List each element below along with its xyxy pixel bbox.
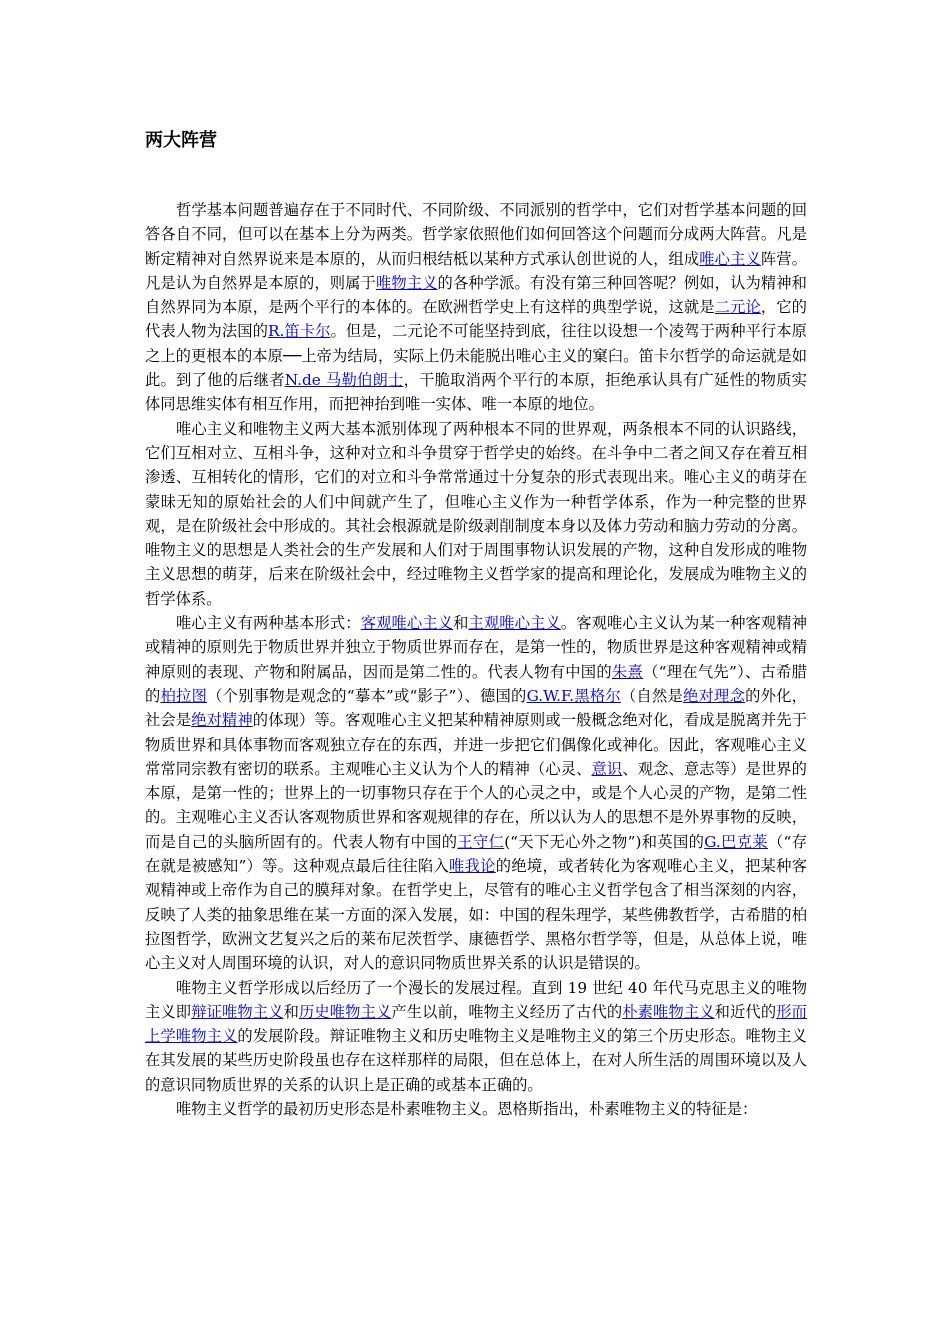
term-link[interactable]: N.de 马勒伯朗士 — [284, 371, 404, 390]
term-link[interactable]: R.笛卡尔 — [267, 322, 331, 341]
term-link[interactable]: 王守仁 — [457, 832, 505, 851]
paragraph-text: 产生以前，唯物主义经历了古代的 — [391, 1002, 623, 1021]
paragraph-text: ，干脆取消两个平行的本原，拒绝承认具有广延性的物质实体同思维实体有相互作用，而把神抬到唯一实体、唯一本原的地位。 — [145, 371, 807, 414]
paragraph-text: （“存在就是被感知”）等。这种观点最后往往陷入 — [145, 832, 807, 876]
paragraph-text: 的发展阶段。辩证唯物主义和历史唯物主义是唯物主义的第三个历史形态。唯物主义在其发展的某些历史阶段虽也存在这样那样的局限，但在总体上，在对人所生活的周围环境以及人的意识同物质世界的关系的认识上是正确的或基本正确的。 — [145, 1027, 807, 1094]
term-link[interactable]: 绝对理念 — [683, 686, 746, 705]
paragraph-text: （“理在气先”）、古希腊的 — [145, 662, 807, 705]
paragraph-text: 哲学基本问题普遍存在于不同时代、不同阶级、不同派别的哲学中，它们对哲学基本问题的回答各自不同，但可以在基本上分为两类。哲学家依照他们如何回答这个问题而分成两大阵营。凡是断定精神对自然界说来是本原的，从而归根结柢以某种方式承认创世说的人，组成 — [145, 201, 807, 268]
term-link[interactable]: 辩证唯物主义 — [191, 1002, 284, 1021]
term-link[interactable]: 唯物主义 — [375, 273, 438, 292]
paragraph-text: 唯心主义和唯物主义两大基本派别体现了两种根本不同的世界观，两条根本不同的认识路线，它们互相对立、互相斗争，这种对立和斗争贯穿于哲学史的始终。在斗争中二者之间又存在着互相渗透、互相转化的情形，它们的对立和斗争常常通过十分复杂的形式表现出来。唯心主义的萌芽在蒙昧无知的原始社会的人们中间就产生了，但唯心主义作为一种哲学体系，作为一种完整的世界观，是在阶级社会中形成的。其社会根源就是阶级剥削制度本身以及体力劳动和脑力劳动的分离。唯物主义的思想是人类社会的生产发展和人们对于周围事物认识发展的产物，这种自发形成的唯物主义思想的萌芽，后来在阶级社会中，经过唯物主义哲学家的提高和理论化，发展成为唯物主义的哲学体系。 — [145, 419, 807, 608]
term-link[interactable]: 朴素唯物主义 — [622, 1002, 715, 1021]
term-link[interactable]: 客观唯心主义 — [360, 614, 454, 633]
paragraph-text: （自然是 — [620, 686, 683, 705]
paragraph-text: 唯物主义哲学的最初历史形态是朴素唯物主义。恩格斯指出，朴素唯物主义的特征是： — [176, 1099, 758, 1118]
paragraph-text: 阵营。凡是认为自然界是本原的，则属于 — [145, 249, 807, 292]
paragraph-text: 的外化，社会是 — [145, 686, 807, 730]
paragraph-text: （个别事物是观念的“摹本”或“影子”）、德国的 — [207, 686, 527, 705]
paragraph-text: 和近代的 — [714, 1002, 777, 1021]
paragraph-text: 的体现）等。客观唯心主义把某种精神原则或一般概念绝对化，看成是脱离并先于物质世界和具体事物而客观独立存在的东西，并进一步把它们偶像化或神化。因此，客观唯心主义常常同宗教有密切的联系。主观唯心主义认为个人的精神（心灵、 — [145, 711, 807, 778]
paragraph — [145, 1097, 807, 1121]
paragraph-text: 唯物主义哲学形成以后经历了一个漫长的发展过程。直到 19 世纪 40 年代马克思主义的唯物主义即 — [145, 978, 807, 1021]
page-title: 两大阵营 — [145, 130, 217, 151]
term-link[interactable]: G.巴克莱 — [704, 832, 768, 851]
paragraph-text: 唯心主义有两种基本形式： — [176, 614, 361, 633]
term-link[interactable]: 唯我论 — [449, 857, 496, 876]
paragraph — [145, 611, 807, 975]
paragraph-text: 。客观唯心主义认为某一种客观精神或精神的原则先于物质世界并独立于物质世界而存在，是第一性的，物质世界是这种客观精神或精神原则的表现、产物和附属品，因而是第二性的。代表人物有中国的 — [145, 614, 807, 681]
paragraph — [145, 417, 807, 611]
paragraph-text: 、观念、意志等）是世界的本原，是第一性的；世界上的一切事物只存在于个人的心灵之中，或是个人心灵的产物，是第二性的。主观唯心主义否认客观物质世界和客观规律的存在，所以认为人的思想不是外界事物的反映，而是自己的头脑所固有的。代表人物有中国的 — [145, 759, 807, 851]
paragraph-text: ，它的代表人物为法国的 — [145, 298, 807, 341]
term-link[interactable]: 二元论 — [714, 298, 761, 317]
paragraph-text: 的各种学派。有没有第三种回答呢？例如，认为精神和自然界同为本原，是两个平行的本体的。在欧洲哲学史上有这样的典型学说，这就是 — [145, 273, 807, 317]
term-link[interactable]: 柏拉图 — [160, 686, 208, 705]
paragraph-text: 和 — [283, 1002, 299, 1021]
paragraph — [145, 976, 807, 1097]
paragraph-text: 的绝境，或者转化为客观唯心主义，把某种客观精神或上帝作为自己的膜拜对象。在哲学史上，尽管有的唯心主义哲学包含了相当深刻的内容，反映了人类的抽象思维在某一方面的深入发展，如：中国的程朱理学，某些佛教哲学，古希腊的柏拉图哲学，欧洲文艺复兴之后的莱布尼茨哲学、康德哲学、黑格尔哲学等，但是，从总体上说，唯心主义对人周围环境的认识，对人的意识同物质世界关系的认识是错误的。 — [145, 857, 807, 973]
term-link[interactable]: 唯心主义 — [699, 249, 761, 268]
paragraph-text: 和 — [453, 614, 469, 633]
paragraph — [145, 198, 807, 417]
term-link[interactable]: G.W.F.黑格尔 — [526, 686, 621, 705]
paragraph-text: (“天下无心外之物”)和英国的 — [504, 832, 705, 851]
term-link[interactable]: 绝对精神 — [191, 711, 253, 730]
document-body — [145, 198, 807, 1121]
term-link[interactable]: 主观唯心主义 — [468, 614, 561, 633]
term-link[interactable]: 历史唯物主义 — [298, 1002, 392, 1021]
term-link[interactable]: 朱熹 — [611, 662, 644, 681]
term-link[interactable]: 意识 — [591, 759, 623, 778]
paragraph-text: 。但是，二元论不可能坚持到底，往往以设想一个凌驾于两种平行本原之上的更根本的本原──上帝为结局，实际上仍未能脱出唯心主义的窠臼。笛卡尔哲学的命运就是如此。到了他的后继者 — [145, 322, 807, 390]
term-link[interactable]: 形而上学唯物主义 — [145, 1002, 807, 1046]
